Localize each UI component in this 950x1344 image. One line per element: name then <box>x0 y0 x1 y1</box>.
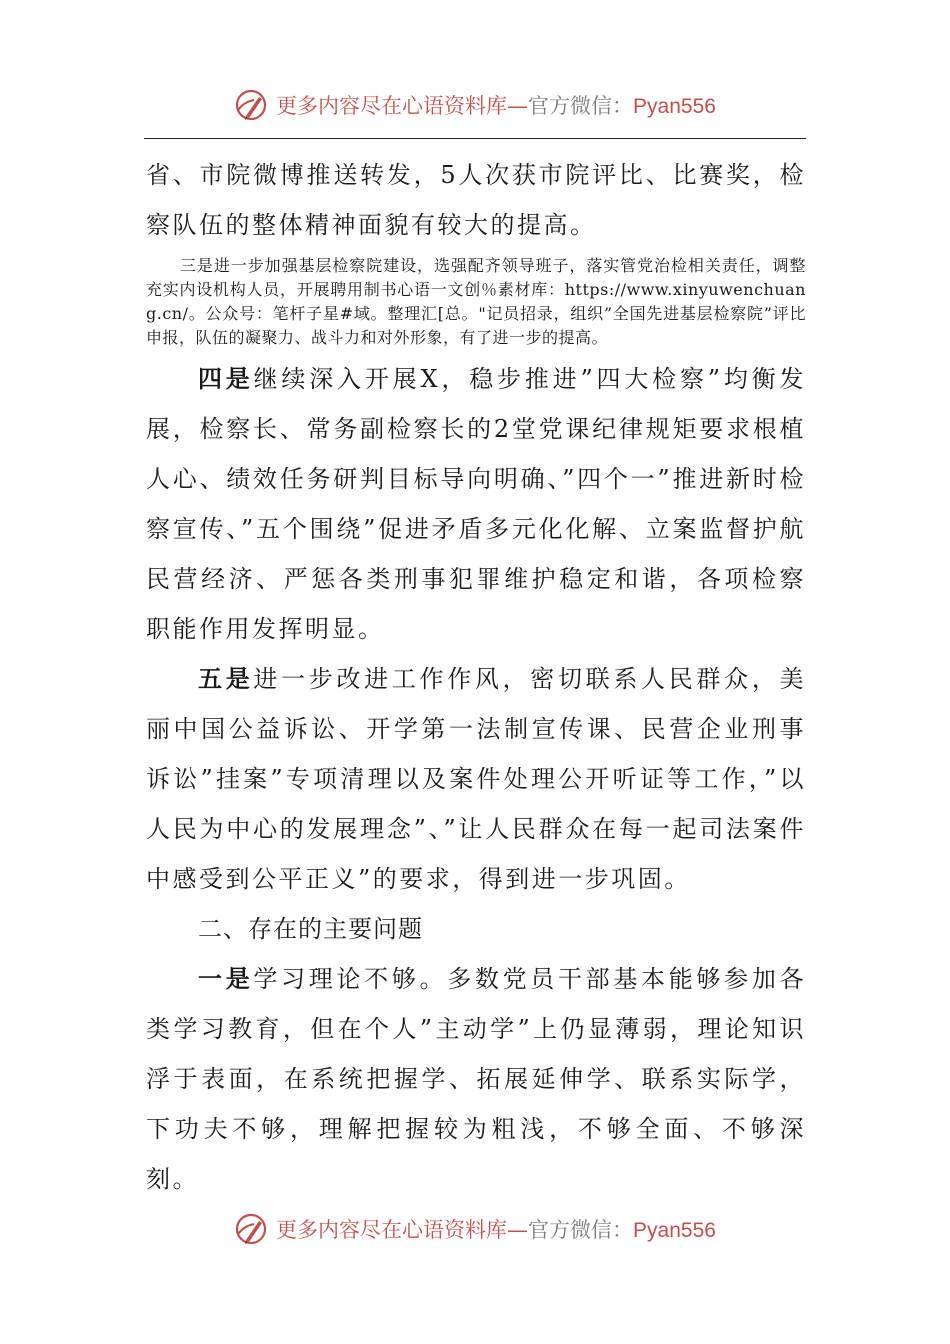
footer-wechat-label: 官方微信： <box>528 1218 634 1242</box>
banner-wechat-id: Pyan556 <box>633 95 716 118</box>
lead-fourth: 四是 <box>198 365 254 393</box>
paragraph-continued: 省、市院微博推送转发，5人次获市院评比、比赛奖，检察队伍的整体精神面貌有较大的提高。 <box>146 161 806 239</box>
banner-wechat-label: 官方微信： <box>528 94 634 118</box>
footer-wechat-id: Pyan556 <box>633 1219 716 1242</box>
section-heading: 二、存在的主要问题 <box>198 915 423 943</box>
header-banner <box>0 80 950 130</box>
footer-dash: — <box>507 1218 529 1242</box>
text-problem-one: 学习理论不够。多数党员干部基本能够参加各类学习教育，但在个人”主动学”上仍显薄弱，理论知识浮于表面，在系统把握学、拓展延伸学、联系实际学，下功夫不够，理解把握较为粗浅，不够全面、不够深刻。 <box>146 965 807 1193</box>
header-banner-text <box>276 90 716 120</box>
text-fourth: 继续深入开展X，稳步推进”四大检察”均衡发展，检察长、常务副检察长的2堂党课纪律规矩要求根植人心、绩效任务研判目标导向明确、”四个一”推进新时检察宣传、”五个围绕”促进矛盾多元化化解、立案监督护航民营经济、严惩各类刑事犯罪维护稳定和谐，各项检察职能作用发挥明显。 <box>146 365 806 643</box>
document-body <box>146 150 806 1204</box>
header-divider <box>144 138 806 139</box>
paragraph-problem-one <box>146 954 806 1204</box>
lead-problem-one: 一是 <box>198 965 254 993</box>
banner-site-name: 更多内容尽在心语资料库 <box>276 94 508 118</box>
footer-site-name: 更多内容尽在心语资料库 <box>276 1218 508 1242</box>
text-fifth: 进一步改进工作作风，密切联系人民群众，美丽中国公益诉讼、开学第一法制宣传课、民营企业刑事诉讼”挂案”专项清理以及案件处理公开听证等工作，”以人民为中心的发展理念”、”让人民群众在每一起司法案件中感受到公平正义”的要求，得到进一步巩固。 <box>146 665 807 893</box>
pen-circle-logo-icon <box>234 88 268 122</box>
paragraph-fourth-point <box>146 354 806 654</box>
paragraph-third-point: 三是进一步加强基层检察院建设，选强配齐领导班子，落实管党治检相关责任，调整充实内设机构人员，开展聘用制书心语一文创％素材库：https://www.xinyuwenchuang.cn/。公众号：笔杆子星#域。整理汇[总。"记员招录，组织”全国先进基层检察院”评比申报，队伍的凝聚力、战斗力和对外形象，有了进一步的提高。 <box>146 256 806 347</box>
footer-banner-text <box>276 1214 716 1244</box>
banner-dash: — <box>507 94 529 118</box>
pen-circle-logo-icon <box>234 1212 268 1246</box>
footer-banner <box>0 1204 950 1254</box>
paragraph-fifth-point <box>146 654 806 904</box>
lead-fifth: 五是 <box>198 665 254 693</box>
